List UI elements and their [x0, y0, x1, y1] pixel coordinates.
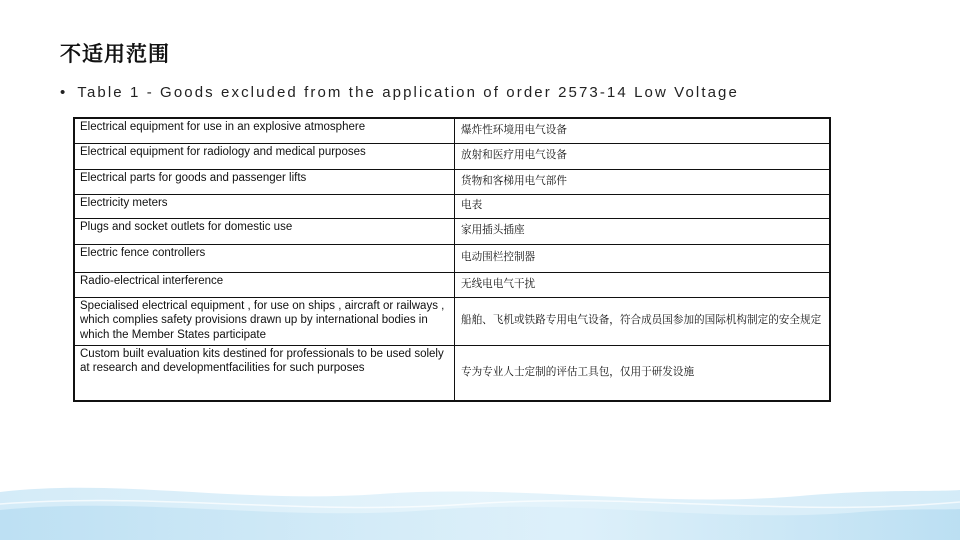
table-row: [74, 272, 830, 297]
chinese-cell: 无线电电气干扰: [455, 272, 831, 297]
chinese-cell: 电表: [455, 194, 831, 218]
table-row: [74, 118, 830, 143]
chinese-cell: 专为专业人士定制的评估工具包，仅用于研发设施: [455, 345, 831, 401]
english-cell: Electrical equipment for radiology and medical purposes: [74, 143, 455, 169]
table-row: [74, 244, 830, 272]
table-caption-text: Table 1 - Goods excluded from the application of order 2573-14 Low Voltage: [77, 84, 739, 101]
english-cell: Electric fence controllers: [74, 244, 455, 272]
bullet-icon: •: [60, 84, 68, 101]
english-cell: Radio-electrical interference: [74, 272, 455, 297]
english-cell: Specialised electrical equipment , for use on ships , aircraft or railways , which complies safety provisions drawn up by international bodies in which the Member States participate: [74, 297, 455, 345]
table-caption: [60, 84, 739, 101]
english-cell: Electricity meters: [74, 194, 455, 218]
table-row: [74, 345, 830, 401]
decorative-wave-footer: [0, 470, 960, 540]
chinese-cell: 船舶、飞机或铁路专用电气设备，符合成员国参加的国际机构制定的安全规定: [455, 297, 831, 345]
chinese-cell: 电动围栏控制器: [455, 244, 831, 272]
english-cell: Electrical equipment for use in an explosive atmosphere: [74, 118, 455, 143]
english-cell: Electrical parts for goods and passenger lifts: [74, 169, 455, 194]
chinese-cell: 爆炸性环境用电气设备: [455, 118, 831, 143]
table-row: [74, 143, 830, 169]
table-row: [74, 194, 830, 218]
chinese-cell: 货物和客梯用电气部件: [455, 169, 831, 194]
chinese-cell: 家用插头插座: [455, 218, 831, 244]
english-cell: Plugs and socket outlets for domestic use: [74, 218, 455, 244]
table-row: [74, 218, 830, 244]
chinese-cell: 放射和医疗用电气设备: [455, 143, 831, 169]
english-cell: Custom built evaluation kits destined for professionals to be used solely at research and developmentfacilities for such purposes: [74, 345, 455, 401]
page-title: 不适用范围: [60, 42, 170, 66]
exclusion-table: [73, 117, 831, 402]
table-row: [74, 169, 830, 194]
table-row: [74, 297, 830, 345]
